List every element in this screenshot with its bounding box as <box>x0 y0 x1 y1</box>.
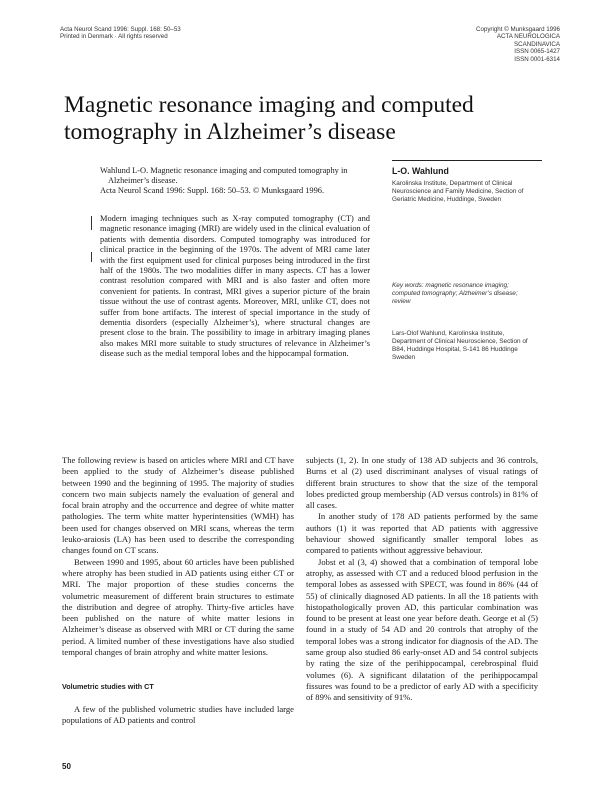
copyright-line: Copyright © Munksgaard 1996 <box>475 26 560 33</box>
journal-header-right <box>400 26 560 63</box>
keywords <box>392 282 542 306</box>
keywords-line: computed tomography; Alzheimer’s disease; <box>392 290 518 297</box>
citation-block <box>100 166 370 197</box>
margin-bar <box>91 252 92 262</box>
correspondence-line: B84, Huddinge Hospital, S-141 86 Huddinge <box>392 346 518 353</box>
article-title: Magnetic resonance imaging and computed tomography in Alzheimer’s disease <box>64 92 474 145</box>
body-paragraph: In another study of 178 AD patients performed by the same authors (1) it was reported that AD patients with aggressive behaviour showed significantly smaller temporal lobes as compared to patients without aggressive behaviour. <box>306 511 538 556</box>
page-number: 50 <box>62 762 71 771</box>
journal-citation-line: Acta Neurol Scand 1996: Suppl. 168: 50–53 <box>60 26 181 33</box>
issn-line-1: ISSN 0065-1427 <box>514 48 560 56</box>
author-affiliation <box>392 180 542 204</box>
body-paragraph: subjects (1, 2). In one study of 138 AD subjects and 36 controls, Burns et al (2) used discriminant analyses of visual ratings of different brain structures to show that the size of the temporal lobes predicted group membership (AD versus controls) in 81% of all cases. <box>306 455 538 511</box>
correspondence-line: Department of Clinical Neuroscience, Section of <box>392 338 528 345</box>
printed-in-line: Printed in Denmark · All rights reserved <box>60 33 168 41</box>
body-paragraph: Jobst et al (3, 4) showed that a combination of temporal lobe atrophy, as assessed with CT and a reduced blood perfusion in the temporal lobes as assessed with SPECT, was found in 86% (44 of 55) of clinically diagnosed AD patients. In all the 18 patients with histopathologically proven AD, this particular combination was found to be present at least one year before death. George et al (5) found in a study of 54 AD and 20 controls that atrophy of the temporal lobes was a strong indicator for diagnosis of the AD. The same group also studied 86 early-onset AD and 54 control subjects by rating the size of the perihippocampal, cerebrospinal fluid volumes (6). A significant dilatation of the perihippocampal fissures was found to be a predictor of early AD with a specificity of 89% and sensitivity of 91%. <box>306 556 538 703</box>
affiliation-line: Geriatric Medicine, Huddinge, Sweden <box>392 196 502 203</box>
body-column-right <box>306 455 538 704</box>
citation-line-2: Alzheimer’s disease. <box>108 176 178 186</box>
affiliation-line: Neuroscience and Family Medicine, Section of <box>392 188 524 195</box>
correspondence-line: Lars-Olof Wahlund, Karolinska Institute, <box>392 330 505 337</box>
sidebar-rule <box>392 160 542 161</box>
author-name: L-O. Wahlund <box>392 166 449 176</box>
issn-line-2: ISSN 0001-6314 <box>514 55 560 63</box>
abstract <box>100 214 370 360</box>
keywords-line: review <box>392 298 411 305</box>
affiliation-line: Karolinska Institute, Department of Clinical <box>392 180 513 187</box>
section-heading: Volumetric studies with CT <box>62 682 154 691</box>
correspondence <box>392 330 542 362</box>
abstract-text: Modern imaging techniques such as X-ray computed tomography (CT) and magnetic resonance imaging (MRI) are widely used in the clinical evaluation of patients with dementia disorders. Computed tomography was introduced for clinical practice in the beginning of the 1970s. The advent of MRI came later with the first equipment used for clinical purposes being introduced in the first half of the 1980s. The two modalities differ in many aspects. CT has a lower contrast resolution compared with MRI and is also faster and often more convenient for patients. In contrast, MRI gives a superior picture of the brain tissue without the use of contrast agents. Moreover, MRI, unlike CT, does not suffer from bone artifacts. The interest of special importance in the study of dementia disorders (especially Alzheimer’s), where structural changes are present close to the brain. The possibility to image in arbitrary imaging planes also makes MRI more suitable to study structures of relevance in Alzheimer’s disease such as the medial temporal lobes and the hippocampal formation. <box>100 214 370 359</box>
correspondence-line: Sweden <box>392 354 416 361</box>
body-column-left-continued <box>62 704 294 727</box>
body-paragraph: A few of the published volumetric studies have included large populations of AD patients and control <box>62 704 294 726</box>
journal-header-left <box>60 26 290 41</box>
citation-line-3: Acta Neurol Scand 1996: Suppl. 168: 50–53. © Munksgaard 1996. <box>100 186 325 196</box>
body-column-left <box>62 455 294 658</box>
body-paragraph: The following review is based on articles where MRI and CT have been applied to the study of Alzheimer’s disease published between 1990 and the beginning of 1995. The majority of studies concern two main subjects namely the evaluation of general and focal brain atrophy and the occurrence and degree of white matter pathologies. The term white matter hyperintensities (WMH) has been used for changes observed on MRI scans, whereas the term leuko-araiosis (LA) has been used to describe the corresponding changes found on CT scans. <box>62 455 294 556</box>
body-paragraph: Between 1990 and 1995, about 60 articles have been published where atrophy has been studied in AD patients using either CT or MRI. The major proportion of these studies concerns the volumetric measurement of different brain structures to estimate the distribution and degree of atrophy. Thirty-five articles have been published on the nature of white matter lesions in Alzheimer’s disease as observed with MRI or CT during the same period. A limited number of these investigations have also studied temporal changes of brain atrophy and white matter lesions. <box>62 556 294 658</box>
journal-name-line-1: ACTA NEUROLOGICA <box>496 33 560 41</box>
keywords-line: Key words: magnetic resonance imaging; <box>392 282 509 289</box>
journal-name-line-2: SCANDINAVICA <box>514 40 560 48</box>
margin-bar <box>91 216 92 230</box>
citation-line-1: Wahlund L-O. Magnetic resonance imaging and computed tomography in <box>100 166 348 175</box>
